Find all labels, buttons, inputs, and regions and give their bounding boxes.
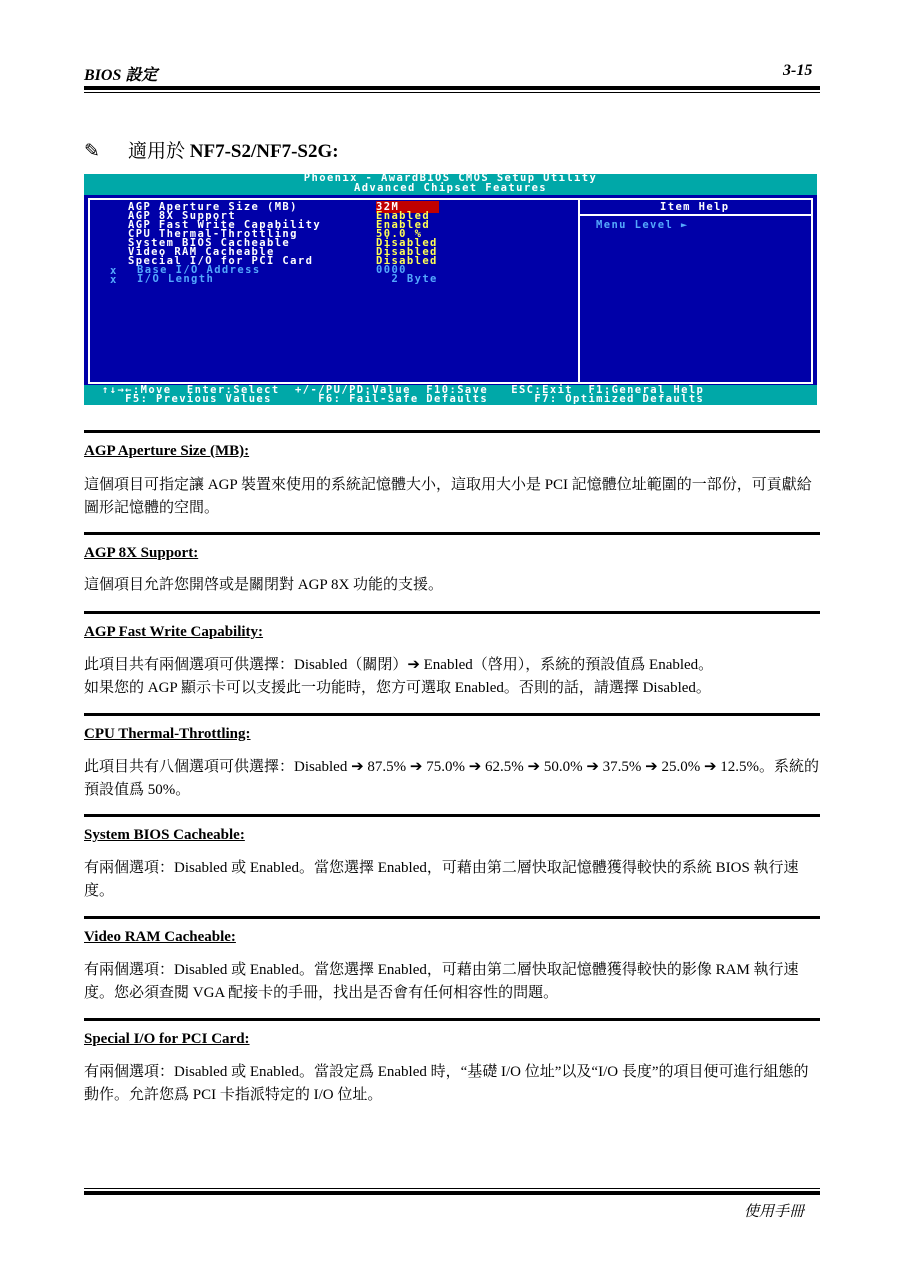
section-title-special-io: Special I/O for PCI Card: xyxy=(84,1031,250,1047)
bios-value-io-length: 2 Byte xyxy=(376,273,438,285)
bios-value-base-io-address: 0000 xyxy=(376,264,407,276)
bios-title: Phoenix - AwardBIOS CMOS Setup Utility xyxy=(303,172,598,184)
footer-manual-label: 使用手冊 xyxy=(744,1204,805,1220)
running-header-title: BIOS 設定 xyxy=(84,67,158,84)
disabled-mark: x xyxy=(110,265,118,277)
section-title-agp-fast-write: AGP Fast Write Capability: xyxy=(84,624,264,640)
section-body-agp-8x: 這個項目允許您開啓或是關閉對 AGP 8X 功能的支援。 xyxy=(84,577,444,593)
section-body-system-bios-cacheable: 有兩個選項：Disabled 或 Enabled。當您選擇 Enabled，可藉由第二層快取記憶體獲得較快的系統 BIOS 執行速度。 xyxy=(84,860,799,899)
section-rule xyxy=(84,916,820,919)
section-rule xyxy=(84,532,820,535)
bios-screen xyxy=(84,174,817,405)
model-prefix: 適用於 xyxy=(128,141,190,162)
section-title-cpu-thermal: CPU Thermal-Throttling: xyxy=(84,726,251,742)
section-body-cpu-thermal: 此項目共有八個選項可供選擇：Disabled ➔ 87.5% ➔ 75.0% ➔ 62.5% ➔ 50.0% ➔ 37.5% ➔ 25.0% ➔ 12.5%。系統的預設值爲 50%。 xyxy=(84,759,820,798)
bios-title-bar xyxy=(84,174,817,195)
model-heading xyxy=(84,136,339,163)
header-rule-thin xyxy=(84,92,820,93)
bios-value-agp-8x-support[interactable]: Enabled xyxy=(376,210,431,222)
model-name: NF7-S2/NF7-S2G: xyxy=(189,141,339,162)
bios-help-divider xyxy=(580,214,811,216)
footer-rule-thin xyxy=(84,1188,820,1189)
section-rule xyxy=(84,814,820,817)
footer-rule xyxy=(84,1191,820,1195)
bios-key-help-line1: ↑↓→←:Move Enter:Select +/-/PU/PD:Value F10:Save ESC:Exit F1:General Help xyxy=(102,384,705,396)
section-body-agp-fast-write-line1: 此項目共有兩個選項可供選擇：Disabled（關閉）➔ Enabled（啓用），系統的預設值爲 Enabled。 xyxy=(84,657,714,673)
bios-value-list xyxy=(376,203,439,284)
bios-value-agp-fast-write[interactable]: Enabled xyxy=(376,219,431,231)
section-title-system-bios-cacheable: System BIOS Cacheable: xyxy=(84,827,245,843)
bios-item-cpu-thermal-throttling[interactable]: CPU Thermal-Throttling xyxy=(128,228,298,240)
bios-value-agp-aperture-size[interactable]: 32M xyxy=(376,201,439,213)
bios-item-agp-fast-write[interactable]: AGP Fast Write Capability xyxy=(128,219,322,231)
pencil-icon: ✎ xyxy=(84,140,100,162)
section-title-agp-aperture: AGP Aperture Size (MB): xyxy=(84,443,250,459)
bios-divider xyxy=(578,198,580,384)
bios-item-base-io-address: Base I/O Address xyxy=(137,264,261,276)
section-body-video-ram-cacheable: 有兩個選項：Disabled 或 Enabled。當您選擇 Enabled，可藉由第二層快取記憶體獲得較快的影像 RAM 執行速度。您必須查閱 VGA 配接卡的手冊，找出是否會有任何相容性的問題。 xyxy=(84,962,799,1001)
bios-value-video-ram-cacheable[interactable]: Disabled xyxy=(376,246,438,258)
section-rule xyxy=(84,1018,820,1021)
bios-item-special-io-pci[interactable]: Special I/O for PCI Card xyxy=(128,255,314,267)
header-rule xyxy=(84,86,820,90)
bios-value-cpu-thermal-throttling[interactable]: 50.0 % xyxy=(376,228,423,240)
bios-value-system-bios-cacheable[interactable]: Disabled xyxy=(376,237,438,249)
bios-item-agp-8x-support[interactable]: AGP 8X Support xyxy=(128,210,237,222)
page-number: 3-15 xyxy=(783,62,813,79)
menu-level-label: Menu Level ► xyxy=(596,219,689,231)
bios-value-special-io-pci[interactable]: Disabled xyxy=(376,255,438,267)
bios-key-help xyxy=(84,385,817,405)
bios-item-agp-aperture-size[interactable]: AGP Aperture Size (MB) xyxy=(128,201,298,213)
section-rule xyxy=(84,713,820,716)
bios-subtitle: Advanced Chipset Features xyxy=(353,181,548,194)
section-title-agp-8x: AGP 8X Support: xyxy=(84,545,199,561)
section-body-special-io: 有兩個選項：Disabled 或 Enabled。當設定爲 Enabled 時，“基礎 I/O 位址”以及“I/O 長度”的項目便可進行組態的動作。允許您爲 PCI 卡指派特定的 I/O 位址。 xyxy=(84,1064,809,1103)
section-rule xyxy=(84,611,820,614)
bios-disabled-marks xyxy=(110,267,118,285)
section-body-agp-aperture: 這個項目可指定讓 AGP 裝置來使用的系統記憶體大小，這取用大小是 PCI 記憶體位址範圍的一部份，可貢獻給圖形記憶體的空間。 xyxy=(84,477,812,516)
bios-item-io-length: I/O Length xyxy=(137,273,215,285)
item-help-title: Item Help xyxy=(660,201,730,213)
bios-key-help-line2: F5: Previous Values F6: Fail-Safe Defaults F7: Optimized Defaults xyxy=(102,393,705,405)
section-rule xyxy=(84,430,820,433)
section-title-video-ram-cacheable: Video RAM Cacheable: xyxy=(84,929,236,945)
bios-item-video-ram-cacheable[interactable]: Video RAM Cacheable xyxy=(128,246,275,258)
bios-item-list xyxy=(128,203,321,284)
section-body-agp-fast-write-line2: 如果您的 AGP 顯示卡可以支援此一功能時，您方可選取 Enabled。否則的話，請選擇 Disabled。 xyxy=(84,680,711,696)
disabled-mark: x xyxy=(110,274,118,286)
bios-item-system-bios-cacheable[interactable]: System BIOS Cacheable xyxy=(128,237,291,249)
